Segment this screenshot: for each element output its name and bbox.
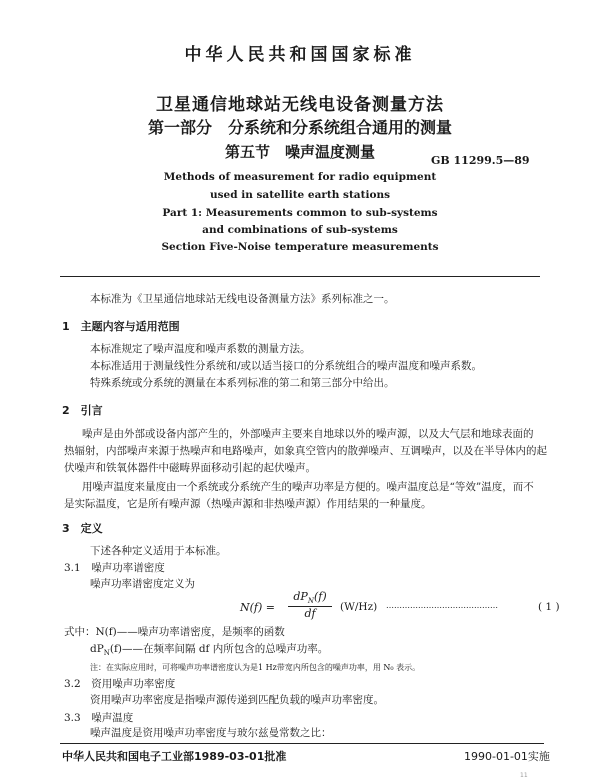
document-title-cn: 卫星通信地球站无线电设备测量方法 xyxy=(156,95,444,115)
formula-unit: (W/Hz) xyxy=(340,601,378,613)
section-1-heading: 1 主题内容与适用范围 xyxy=(62,320,180,333)
section-2-heading: 2 引言 xyxy=(62,404,103,417)
section-title-cn: 第五节 噪声温度测量 xyxy=(224,143,375,161)
title-en-2: used in satellite earth stations xyxy=(209,189,390,201)
section-2-para-2-line-2: 是实际温度，它是所有噪声源（热噪声源和非热噪声源）作用结果的一种量度。 xyxy=(64,498,432,510)
section-2-para-1-line-2: 热辐射，内部噪声来源于热噪声和电路噪声，如象真空管内的散弹噪声、互调噪声，以及在半导体内的起 xyxy=(64,445,547,457)
where-line-2: $dP_N(f)——$在频率间隔 df 内所包含的总噪声功率。 xyxy=(90,643,329,658)
formula-lhs: N(f) = xyxy=(240,601,275,614)
section-2-para-1-line-3: 伏噪声和铁氧体器件中磁畴界面移动引起的起伏噪声。 xyxy=(64,462,316,474)
formula-number: ( 1 ) xyxy=(538,601,560,613)
gb-number: GB 11299.5—89 xyxy=(431,154,530,167)
title-en-4: and combinations of sub-systems xyxy=(202,224,398,236)
footer-divider xyxy=(60,743,544,744)
standard-title: 中华人民共和国国家标准 xyxy=(184,45,416,65)
section-3-heading: 3 定义 xyxy=(62,522,103,535)
section-1-line-1: 本标准规定了噪声温度和噪声系数的测量方法。 xyxy=(90,343,311,355)
section-3-3-text: 噪声温度是资用噪声功率密度与玻尔兹曼常数之比： xyxy=(90,727,332,739)
section-3-3-heading: 3.3 噪声温度 xyxy=(64,712,134,724)
approval-line: 中华人民共和国电子工业部1989-03-01批准 xyxy=(62,750,287,763)
formula-1 xyxy=(240,590,570,626)
section-1-line-3: 特殊系统或分系统的测量在本系列标准的第二和第三部分中给出。 xyxy=(90,377,395,389)
header-divider xyxy=(60,276,540,277)
section-2-para-2-line-1: 用噪声温度来量度由一个系统或分系统产生的噪声功率是方便的。噪声温度总是“等效”温度，而不 xyxy=(82,481,534,493)
section-1-line-2: 本标准适用于测量线性分系统和/或以适当接口的分系统组合的噪声温度和噪声系数。 xyxy=(90,360,483,372)
intro-text: 本标准为《卫星通信地球站无线电设备测量方法》系列标准之一。 xyxy=(90,293,395,305)
formula-leader: …………………………………… xyxy=(386,601,498,610)
title-en-3: Part 1: Measurements common to sub-systems xyxy=(162,207,438,219)
section-3-intro: 下述各种定义适用于本标准。 xyxy=(90,545,227,557)
title-en-1: Methods of measurement for radio equipment xyxy=(163,171,437,183)
where-line-1: 式中：N(f)——噪声功率谱密度，是频率的函数 xyxy=(64,626,285,638)
section-3-1-heading: 3.1 噪声功率谱密度 xyxy=(64,562,165,574)
page-number: 11 xyxy=(520,772,528,779)
formula-denominator: df xyxy=(304,607,316,620)
section-3-2-text: 资用噪声功率密度是指噪声源传递到匹配负载的噪声功率密度。 xyxy=(90,694,384,706)
note-text: 注：在实际应用时，可将噪声功率谱密度认为是1 Hz带宽内所包含的噪声功率，用 N₀ 表示。 xyxy=(90,663,421,672)
section-2-para-1-line-1: 噪声是由外部或设备内部产生的，外部噪声主要来自地球以外的噪声源，以及大气层和地球表面的 xyxy=(82,428,534,440)
section-3-2-heading: 3.2 资用噪声功率密度 xyxy=(64,678,176,690)
section-3-1-text: 噪声功率谱密度定义为 xyxy=(90,578,195,590)
effective-date: 1990-01-01实施 xyxy=(464,750,550,763)
formula-numerator: $dP_N(f)$ xyxy=(288,590,332,607)
title-en-5: Section Five-Noise temperature measurements xyxy=(161,241,439,253)
part-title-cn: 第一部分 分系统和分系统组合通用的测量 xyxy=(147,118,452,137)
